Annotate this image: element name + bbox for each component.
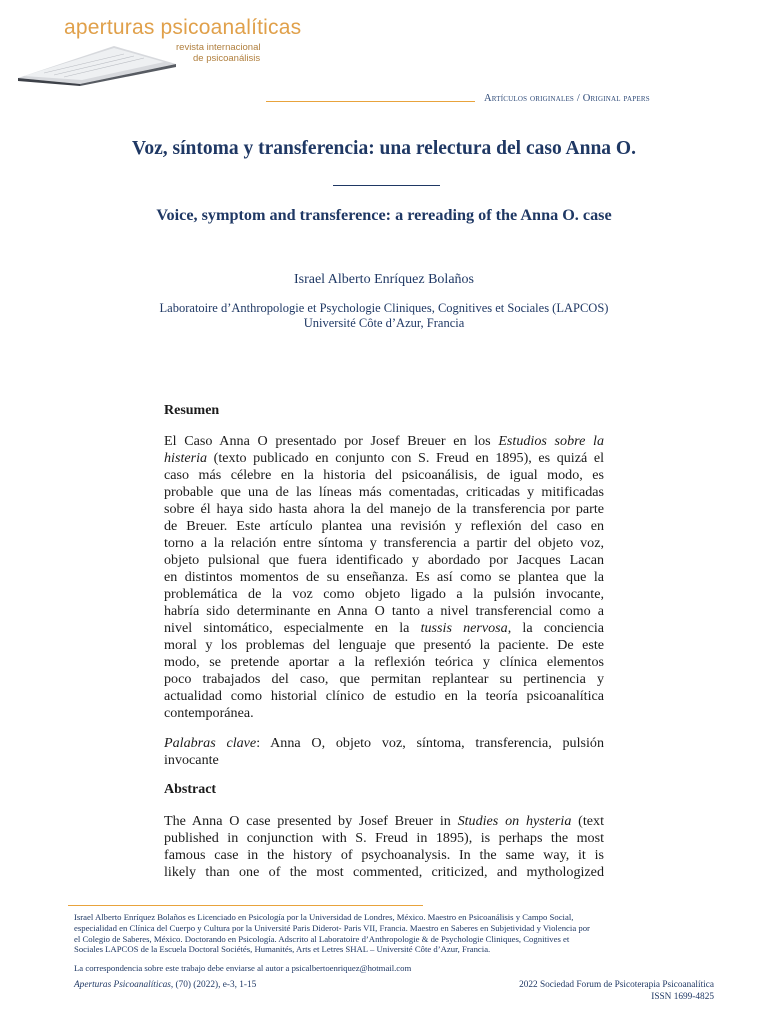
keywords-label: Palabras clave (164, 735, 257, 751)
paragraph-line (164, 433, 604, 450)
paragraph-line (164, 864, 604, 881)
author-affiliation-university: Université Côte d’Azur, Francia (303, 316, 465, 330)
paragraph-line (164, 518, 604, 535)
text-run: en distintos momentos de su enseñanza. Es así como se plantea que la (164, 569, 604, 585)
paragraph-line (164, 467, 604, 484)
paragraph-line (164, 637, 604, 654)
journal-citation (74, 980, 256, 990)
text-run: sobre él haya sido hasta ahora la del manejo de la transferencia por parte (164, 501, 604, 517)
italic-term: tussis nervosa (420, 620, 508, 636)
article-title-english: Voice, symptom and transference: a rereading of the Anna O. case (156, 206, 612, 224)
text-run: objeto pulsional que fuera identificado y abordado por Jacques Lacan (164, 552, 604, 568)
journal-citation-name: Aperturas Psicoanalíticas (74, 980, 171, 990)
resumen-body (164, 433, 604, 722)
keywords (164, 735, 604, 769)
paragraph-line (164, 705, 604, 722)
footnote-rule (68, 905, 423, 906)
text-run: likely than one of the most commented, criticized, and mythologized (164, 864, 604, 880)
text-run: torno a la relación entre síntoma y transferencia a partir del objeto voz, (164, 535, 604, 551)
footnote-line: el Colegio de Saberes, México. Doctorando en Psicología. Adscrito al Laboratoire d’Anthropologie & de Psychologie Cliniques, Cognitives et (74, 933, 570, 944)
text-run: published in conjunction with S. Freud in 1895), is perhaps the most (164, 830, 604, 846)
italic-term: histeria (164, 450, 208, 466)
paragraph-line (164, 830, 604, 847)
title-divider (333, 185, 440, 186)
correspondence-note: La correspondencia sobre este trabajo debe enviarse al autor a psicalbertoenriquez@hotmail.com (74, 963, 412, 973)
article-title-spanish: Voz, síntoma y transferencia: una relectura del caso Anna O. (132, 138, 636, 159)
paragraph-line (164, 569, 604, 586)
keywords-list-continued: invocante (164, 752, 219, 768)
italic-term: Estudios sobre la (498, 433, 604, 449)
paragraph-line (164, 688, 604, 705)
copyright-notice: 2022 Sociedad Forum de Psicoterapia Psicoanalítica (519, 980, 714, 990)
paragraph-line (164, 450, 604, 467)
journal-name: aperturas psicoanalíticas (64, 16, 302, 39)
text-run: caso más célebre en la historia del psicoanálisis, de igual modo, es (164, 467, 604, 483)
section-label: Artículos originales / Original papers (484, 93, 650, 104)
text-run: nivel sintomático, especialmente en la (164, 620, 421, 636)
text-run: problemática de la voz como objeto ligado a la pulsión invocante, (164, 586, 604, 602)
author-bio-footnote (74, 912, 688, 955)
text-run: El Caso Anna O presentado por Josef Breuer en los (164, 433, 499, 449)
journal-subtitle-line-1: revista internacional (176, 42, 261, 53)
italic-term: Studies on hysteria (457, 813, 572, 829)
abstract-heading: Abstract (164, 782, 217, 797)
keywords-list: : Anna O, objeto voz, síntoma, transferencia, pulsión (256, 735, 605, 751)
abstract-body (164, 813, 604, 881)
paragraph-line (164, 552, 604, 569)
text-run: (text (571, 813, 604, 829)
text-run: de Breuer. Este artículo plantea una revisión y reflexión del caso en (164, 518, 604, 534)
text-run: probable que una de las líneas más comentadas, criticadas y mitificadas (164, 484, 604, 500)
paragraph-line (164, 484, 604, 501)
text-run: modo, se pretende aportar a la reflexión teórica y clínica elementos (164, 654, 604, 670)
paragraph-line (164, 813, 604, 830)
text-run: poco trabajados del caso, que permitan replantear su pertinencia y (164, 671, 604, 687)
paragraph-line (164, 671, 604, 688)
author-affiliation-lab: Laboratoire d’Anthropologie et Psychologie Cliniques, Cognitives et Sociales (LAPCOS) (159, 301, 609, 315)
paragraph-line (164, 620, 604, 637)
paragraph-line (164, 847, 604, 864)
paragraph-line (164, 654, 604, 671)
text-run: habría sido determinante en Anna O tanto a nivel transferencial como a (164, 603, 604, 619)
footnote-line: Israel Alberto Enríquez Bolaños es Licenciado en Psicología por la Universidad de Londres, México. Maestro en Psicoanálisis y Campo Social, (74, 912, 574, 922)
text-run: actualidad como historial clínico de estudio en la teoría psicoanalítica (164, 688, 604, 704)
text-run: moral y los problemas del lenguaje que presentó la paciente. De este (164, 637, 604, 653)
journal-logo-book-image (14, 34, 179, 86)
text-run: , la conciencia (507, 620, 604, 636)
header-rule (266, 101, 475, 102)
footnote-line: Sociales LAPCOS de la Escuela Doctoral Sociétés, Humanités, Arts et Letres SHAL – Université Côte d’Azur, Francia. (74, 944, 491, 955)
resumen-heading: Resumen (164, 403, 220, 418)
paragraph-line (164, 586, 604, 603)
text-run: The Anna O case presented by Josef Breuer in (164, 813, 458, 829)
footnote-line: especialidad en Clínica del Cuerpo y Cultura por la Université Paris Diderot- Paris VII, Francia. Maestro en Saberes en Subjetividad y Violencia por (74, 922, 590, 933)
text-run: (texto publicado en conjunto con S. Freud en 1895), es quizá el (207, 450, 604, 466)
issn: ISSN 1699-4825 (651, 992, 714, 1002)
text-run: contemporánea. (164, 705, 254, 721)
text-run: famous case in the history of psychoanalysis. In the same way, it is (164, 847, 604, 863)
paragraph-line (164, 501, 604, 518)
paragraph-line (164, 603, 604, 620)
journal-subtitle-line-2: de psicoanálisis (193, 53, 261, 64)
author-name: Israel Alberto Enríquez Bolaños (293, 272, 474, 287)
paragraph-line (164, 535, 604, 552)
journal-citation-details: , (70) (2022), e-3, 1-15 (170, 980, 257, 990)
